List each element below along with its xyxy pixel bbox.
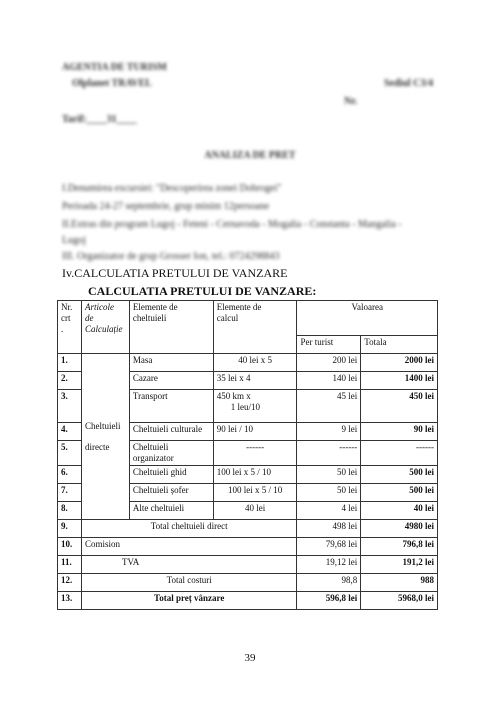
summary-row-comision: 10. Comision 79,68 lei 796,8 lei — [58, 538, 438, 556]
table-row: 7. Cheltuieli șofer 100 lei x 5 / 10 50 lei 500 lei — [58, 484, 438, 502]
summary-row-total-costuri: 12. Total costuri 98,8 988 — [58, 574, 438, 592]
sediu-label: Sediul C3/4 — [384, 78, 434, 89]
section-title: Iv.CALCULATIA PRETULUI DE VANZARE — [62, 266, 288, 280]
table-row: 4. Cheltuieli culturale 90 lei / 10 9 lei 90 lei — [58, 423, 438, 441]
header-articole: Articole de Calculație — [81, 301, 129, 354]
summary-row-total-pret-vanzare: 13. Total preț vânzare 596,8 lei 5968,0 lei — [58, 592, 438, 610]
table-row: 1. Cheltuieli directe Masa 40 lei x 5 200 lei 2000 lei — [58, 354, 438, 372]
group-cheltuieli-directe: Cheltuieli directe — [81, 354, 129, 520]
tarif-label: Tarif:____31____ — [62, 114, 137, 125]
header-nr-crt: Nr. crt . — [58, 301, 82, 354]
info-line-5: III. Organizator de grup Grosser Ion, tel.: 0724298843 — [62, 251, 280, 262]
table-header-row — [58, 301, 438, 336]
header-elemente-calcul: Elemente de calcul — [213, 301, 297, 354]
table-row: 3. Transport 450 km x 1 leu/10 45 lei 450 lei — [58, 390, 438, 423]
table-row: 6. Cheltuieli ghid 100 lei x 5 / 10 50 lei 500 lei — [58, 466, 438, 484]
summary-row-tva: 11. TVA 19,12 lei 191,2 lei — [58, 556, 438, 574]
agency-name: AGENTIA DE TURISM — [62, 62, 167, 73]
table-row: 2. Cazare 35 lei x 4 140 lei 1400 lei — [58, 372, 438, 390]
header-valoarea: Valoarea — [297, 301, 438, 336]
summary-row-total-direct: 9. Total cheltuieli direct 498 lei 4980 lei — [58, 520, 438, 538]
table-title: CALCULATIA PRETULUI DE VANZARE: — [88, 284, 317, 298]
info-line-4: Lugoj — [62, 235, 86, 246]
nr-label: Nr. — [344, 96, 358, 107]
header-totala: Totala — [361, 336, 438, 354]
price-calculation-table — [57, 300, 438, 610]
header-elemente-cheltuieli: Elemente de cheltuieli — [129, 301, 213, 354]
info-line-2: Perioada 24-27 septembrie, grup minim 12persoane — [62, 201, 270, 212]
info-line-1: I.Denumirea excursiei: "Descoperirea zonei Dobrogei" — [62, 183, 282, 194]
header-per-turist: Per turist — [297, 336, 361, 354]
company-name: Olplanet TRAVEL — [72, 78, 152, 89]
info-line-3: II.Extras din program Lugoj - Feteni - Cernavoda - Mogalia - Constanta - Mangalia - — [62, 219, 402, 230]
table-row: 8. Alte cheltuieli 40 lei 4 lei 40 lei — [58, 502, 438, 520]
analysis-title: ANALIZA DE PRET — [204, 150, 296, 161]
table-row: 5. Cheltuieli organizator ------ ------ ------ — [58, 441, 438, 466]
page-number: 39 — [244, 652, 256, 664]
